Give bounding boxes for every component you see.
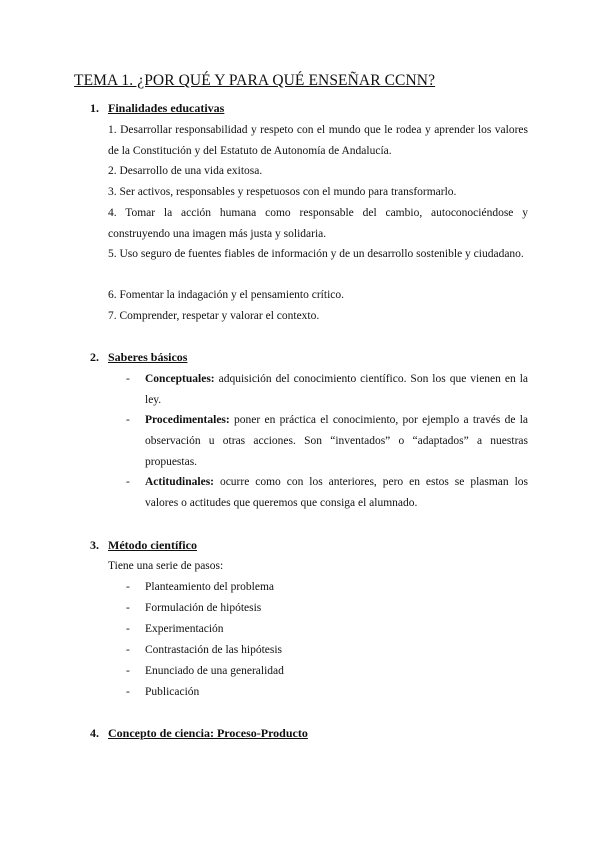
section-3-heading <box>90 538 197 553</box>
step-item <box>126 640 528 661</box>
section-title: Saberes básicos <box>108 350 188 364</box>
list-item: 3. Ser activos, responsables y respetuosos con el mundo para transformarlo. <box>108 186 457 198</box>
bullet-text: poner en práctica el conocimiento, por ejemplo a través de la observación u otras acciones. Son “inventados” o “adaptados” a nuestras propuestas. <box>145 414 528 468</box>
section-1-heading <box>90 101 224 116</box>
step-text: Formulación de hipótesis <box>145 602 262 614</box>
step-item <box>126 661 528 682</box>
section-2-heading <box>90 350 187 365</box>
step-item <box>126 577 528 598</box>
section-title: Concepto de ciencia: Proceso-Producto <box>108 726 308 740</box>
section-number: 2. <box>90 350 99 364</box>
section-title: Método científico <box>108 538 197 552</box>
list-item: 7. Comprender, respetar y valorar el contexto. <box>108 310 320 322</box>
section-number: 3. <box>90 538 99 552</box>
step-text: Publicación <box>145 686 200 698</box>
bullet-item <box>126 369 528 411</box>
bullet-term: Conceptuales: <box>145 373 215 385</box>
section-title: Finalidades educativas <box>108 101 225 115</box>
step-text: Experimentación <box>145 623 224 635</box>
section-4-heading <box>90 726 308 741</box>
dash-marker: - <box>126 623 130 635</box>
step-text: Contrastación de las hipótesis <box>145 644 283 656</box>
bullet-term: Procedimentales: <box>145 414 230 426</box>
dash-marker: - <box>126 686 130 698</box>
dash-marker: - <box>126 414 130 426</box>
step-text: Planteamiento del problema <box>145 581 275 593</box>
dash-marker: - <box>126 644 130 656</box>
bullet-item <box>126 472 528 514</box>
bullet-item <box>126 410 528 473</box>
list-item: 4. Tomar la acción humana como responsable del cambio, autoconociéndose y construyendo una imagen más justa y solidaria. <box>108 207 528 240</box>
dash-marker: - <box>126 665 130 677</box>
list-item: 5. Uso seguro de fuentes fiables de información y de un desarrollo sostenible y ciudadano. <box>108 248 524 260</box>
dash-marker: - <box>126 476 130 488</box>
bullet-text: ocurre como con los anteriores, pero en estos se plasman los valores o actitudes que queremos que consiga el alumnado. <box>145 476 528 509</box>
bullet-term: Actitudinales: <box>145 476 214 488</box>
list-item: 6. Fomentar la indagación y el pensamiento crítico. <box>108 289 344 301</box>
step-item <box>126 682 528 703</box>
dash-marker: - <box>126 581 130 593</box>
step-text: Enunciado de una generalidad <box>145 665 284 677</box>
page-title: TEMA 1. ¿POR QUÉ Y PARA QUÉ ENSEÑAR CCNN? <box>74 72 436 89</box>
section-intro: Tiene una serie de pasos: <box>108 560 224 572</box>
dash-marker: - <box>126 373 130 385</box>
step-item <box>126 619 528 640</box>
section-number: 4. <box>90 726 99 740</box>
step-item <box>126 598 528 619</box>
list-item: 1. Desarrollar responsabilidad y respeto con el mundo que le rodea y aprender los valores de la Constitución y del Estatuto de Autonomía de Andalucía. <box>108 124 528 157</box>
list-item: 2. Desarrollo de una vida exitosa. <box>108 165 263 177</box>
dash-marker: - <box>126 602 130 614</box>
section-number: 1. <box>90 101 99 115</box>
bullet-text: adquisición del conocimiento científico. Son los que vienen en la ley. <box>145 373 529 406</box>
